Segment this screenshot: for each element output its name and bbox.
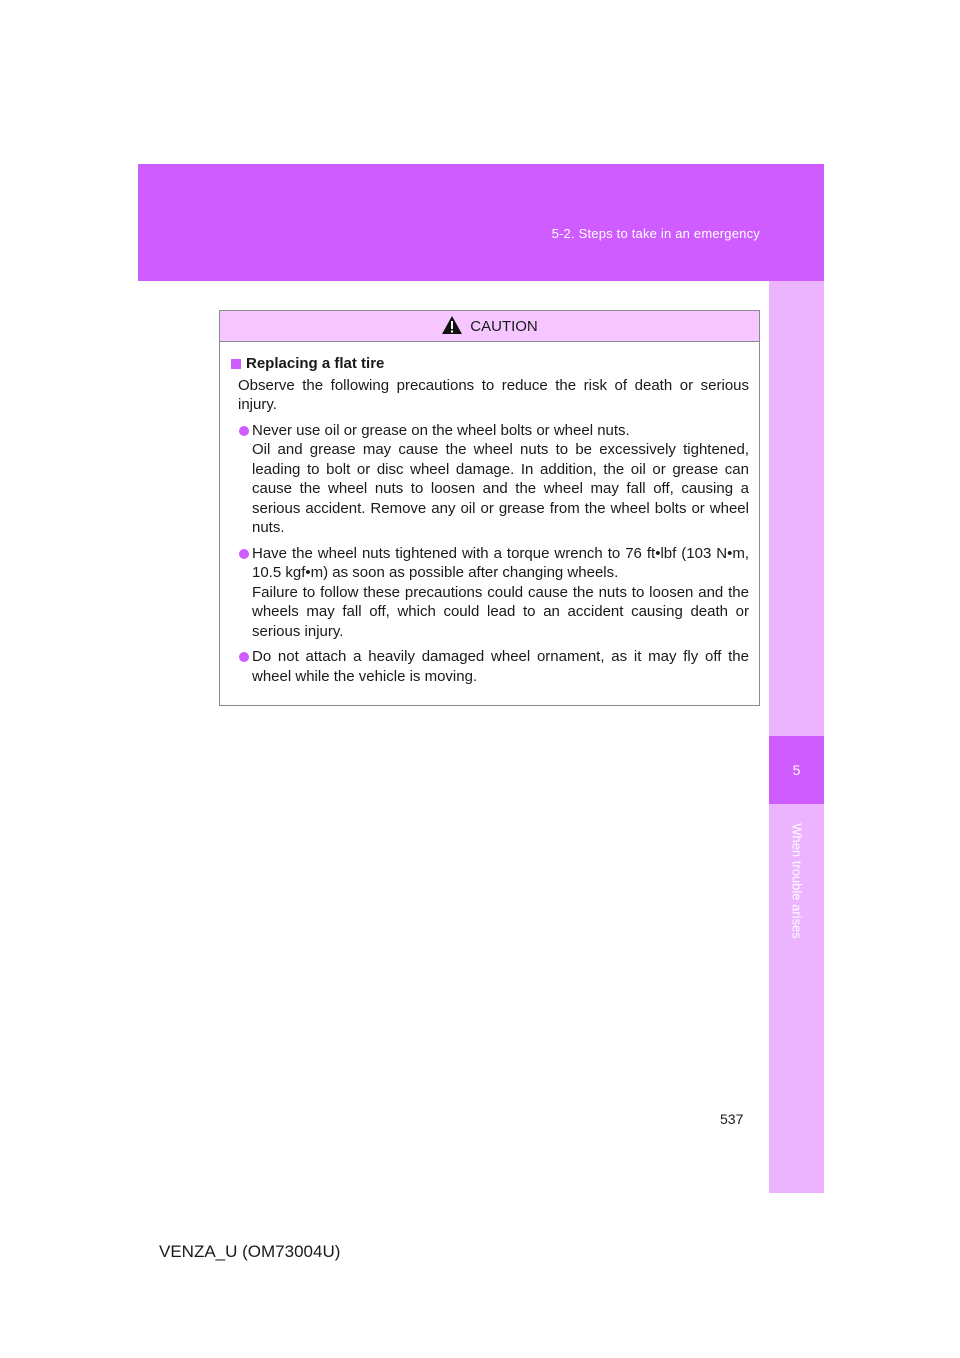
- bullet-detail: Failure to follow these precautions could cause the nuts to loosen and the wheels may fall off, which could lead to an accident causing death or serious injury.: [252, 583, 749, 640]
- bullet-lead: Never use oil or grease on the wheel bolts or wheel nuts.: [252, 421, 630, 439]
- chapter-label: When trouble arises: [789, 823, 804, 939]
- caution-bullet: [252, 647, 749, 686]
- caution-bullet: [252, 544, 749, 642]
- bullet-lead: Do not attach a heavily damaged wheel ornament, as it may fly off the wheel while the vehicle is moving.: [252, 648, 749, 685]
- caution-box: [219, 310, 760, 706]
- caution-bullet: [252, 421, 749, 538]
- manual-code: VENZA_U (OM73004U): [159, 1242, 341, 1261]
- round-bullet-icon: [239, 426, 249, 436]
- caution-header: [220, 311, 759, 342]
- caution-section-heading: [230, 354, 749, 374]
- bullet-detail: Oil and grease may cause the wheel nuts to be excessively tightened, leading to bolt or disc wheel damage. In addition, the oil or grease can cause the wheel nuts to loosen and the wheel may fall off, causing a serious accident. Remove any oil or grease from the wheel bolts or wheel nuts.: [252, 441, 749, 536]
- caution-section-title: Replacing a flat tire: [246, 355, 385, 372]
- round-bullet-icon: [239, 652, 249, 662]
- caution-intro: Observe the following precautions to reduce the risk of death or serious injury.: [238, 376, 749, 413]
- caution-title: CAUTION: [470, 317, 538, 335]
- chapter-number: 5: [769, 736, 824, 804]
- square-bullet-icon: [231, 359, 241, 369]
- section-title: 5-2. Steps to take in an emergency: [551, 226, 760, 241]
- warning-triangle-icon: [441, 315, 463, 335]
- chapter-side-tab: [769, 281, 824, 1193]
- header-band: [138, 164, 824, 281]
- round-bullet-icon: [239, 549, 249, 559]
- page-number: 537: [720, 1111, 744, 1127]
- bullet-lead: Have the wheel nuts tightened with a torque wrench to 76 ft•lbf (103 N•m, 10.5 kgf•m) as soon as possible after changing wheels.: [252, 544, 749, 581]
- chapter-label-wrapper: [769, 816, 824, 946]
- caution-body: [220, 342, 759, 686]
